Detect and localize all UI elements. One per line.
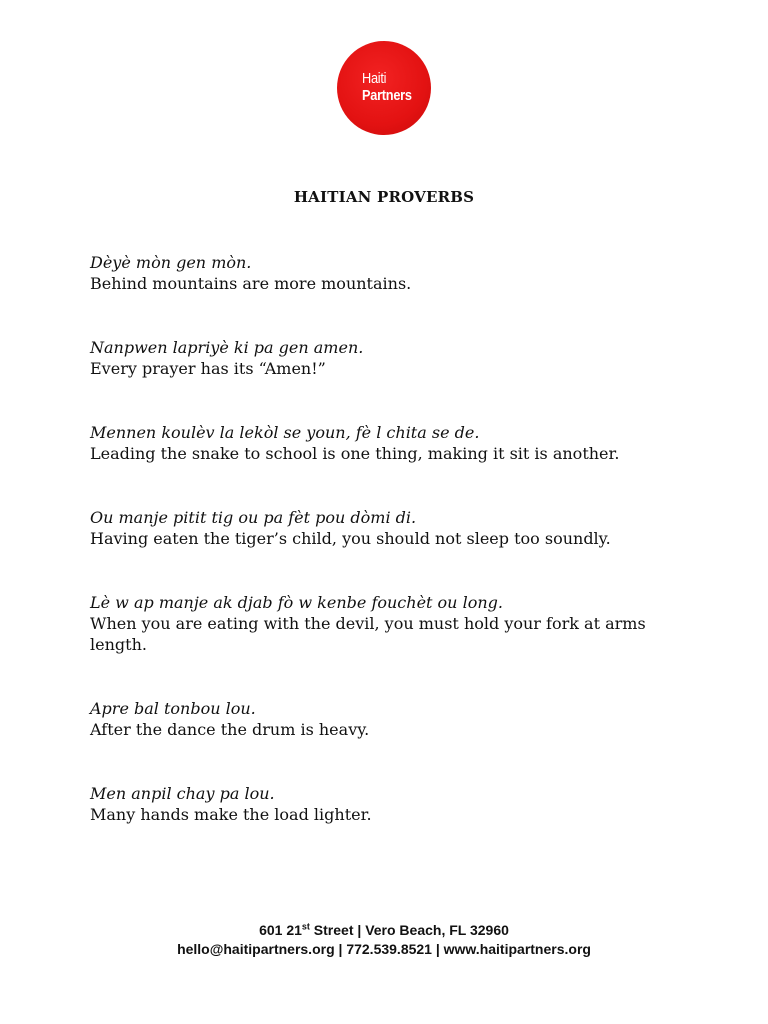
footer-address — [0, 921, 768, 940]
proverb-item — [90, 698, 690, 740]
address-ordinal: st — [301, 921, 310, 932]
haiti-partners-logo — [337, 41, 431, 135]
proverb-kreyol: Lè w ap manje ak djab fò w kenbe fouchèt ou long. — [90, 593, 503, 612]
address-number: 601 21 — [259, 922, 302, 938]
footer — [0, 921, 768, 959]
logo-line-haiti: Haiti — [362, 70, 387, 87]
proverb-item — [90, 422, 690, 464]
proverb-english: Every prayer has its “Amen!” — [90, 359, 326, 378]
proverb-english: When you are eating with the devil, you must hold your fork at arms length. — [90, 614, 646, 654]
proverb-kreyol: Ou manje pitit tig ou pa fèt pou dòmi di. — [90, 508, 417, 527]
logo-wordmark — [362, 70, 412, 104]
proverb-english: Leading the snake to school is one thing, making it sit is another. — [90, 444, 620, 463]
proverb-item — [90, 592, 690, 655]
proverb-english: Many hands make the load lighter. — [90, 805, 372, 824]
proverb-item — [90, 252, 690, 294]
proverb-item — [90, 337, 690, 379]
page-title: HAITIAN PROVERBS — [293, 188, 475, 206]
proverb-item — [90, 507, 690, 549]
proverb-kreyol: Dèyè mòn gen mòn. — [90, 253, 252, 272]
proverb-item — [90, 783, 690, 825]
proverb-english: Having eaten the tiger’s child, you should not sleep too soundly. — [90, 529, 611, 548]
proverb-list — [90, 252, 690, 868]
address-rest: Street | Vero Beach, FL 32960 — [309, 922, 509, 938]
proverb-kreyol: Nanpwen lapriyè ki pa gen amen. — [90, 338, 364, 357]
proverb-english: Behind mountains are more mountains. — [90, 274, 412, 293]
proverb-kreyol: Apre bal tonbou lou. — [90, 699, 256, 718]
proverb-english: After the dance the drum is heavy. — [90, 720, 370, 739]
logo-line-partners: Partners — [362, 87, 412, 104]
proverb-kreyol: Men anpil chay pa lou. — [90, 784, 275, 803]
proverb-kreyol: Mennen koulèv la lekòl se youn, fè l chita se de. — [90, 423, 480, 442]
footer-contact: hello@haitipartners.org | 772.539.8521 | www.haitipartners.org — [177, 941, 591, 957]
